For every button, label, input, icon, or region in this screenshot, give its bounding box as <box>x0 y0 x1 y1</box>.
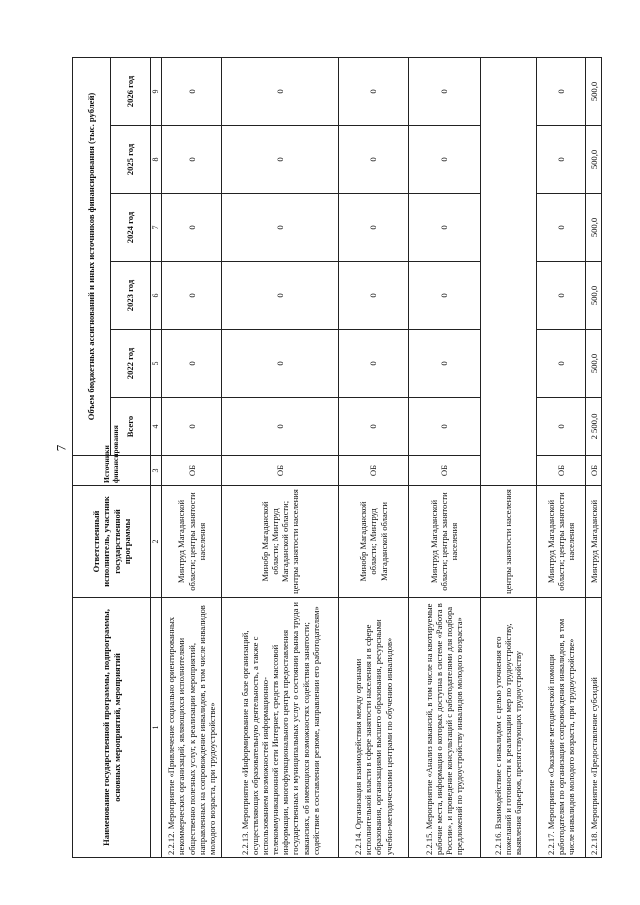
row-2023: 0 <box>222 262 339 330</box>
row-empty-span <box>480 57 536 485</box>
row-executor: Минтруд Магаданской области; центры занятости населения <box>536 486 585 598</box>
row-2026: 0 <box>408 57 480 125</box>
row-2023: 0 <box>339 262 409 330</box>
row-executor: Минтруд Магаданской области; центры занятости населения <box>162 486 222 598</box>
table-row <box>536 57 585 857</box>
table-row <box>586 57 602 857</box>
row-2024: 0 <box>536 194 585 262</box>
row-name: 2.2.18. Мероприятие «Предоставление субсидий <box>586 598 602 858</box>
row-2023: 0 <box>162 262 222 330</box>
financing-table-sheet <box>72 58 602 858</box>
row-executor: центры занятости населения <box>480 486 536 598</box>
row-executor: Минобр Магаданской области; Минтруд Магаданской области <box>339 486 409 598</box>
row-executor: Минтруд Магаданской <box>586 486 602 598</box>
table-row <box>222 57 339 857</box>
col-number: 7 <box>151 194 162 262</box>
row-executor: Минтруд Магаданской области; центры занятости населения <box>408 486 480 598</box>
row-total: 0 <box>408 398 480 456</box>
row-2022: 0 <box>339 330 409 398</box>
row-2024: 0 <box>222 194 339 262</box>
col-number: 8 <box>151 126 162 194</box>
row-2025: 0 <box>339 126 409 194</box>
table-row <box>480 57 536 857</box>
header-2022: 2022 год <box>111 330 151 398</box>
col-number: 1 <box>151 598 162 858</box>
row-name: 2.2.15. Мероприятие «Анализ вакансий, в том числе на квотируемые рабочие места, информация о которых доступна в системе «Работа в России», и проведение консультаций с работодателями для подбора предложений по трудоустройству инвалидов молодого возраста» <box>408 598 480 858</box>
table-row <box>162 57 222 857</box>
row-name: 2.2.13. Мероприятие «Информирование на базе организаций, осуществляющих образовательную деятельность, а также с использованием возможностей информационно-телекоммуникационной сети Интернет, средств массовой информации, многофункционального центра предоставления государственных и муниципальных услуг о состоянии рынка труда и вакансиях, об имеющихся возможностях содействия занятости; содействие в составлении резюме, направлении его работодателям» <box>222 598 339 858</box>
header-2024: 2024 год <box>111 194 151 262</box>
row-source: ОБ <box>222 456 339 486</box>
row-2024: 0 <box>162 194 222 262</box>
row-2025: 0 <box>162 126 222 194</box>
header-name: Наименование государственной программы, подпрограммы, основных мероприятий, мероприятий <box>73 598 151 858</box>
row-name: 2.2.16. Взаимодействие с инвалидом с целью уточнения его пожеланий и готовности к реализации мер по трудоустройству, выявления барьеров, препятствующих трудоустройству <box>480 598 536 858</box>
row-total: 0 <box>222 398 339 456</box>
row-2025: 0 <box>536 126 585 194</box>
row-source: ОБ <box>586 456 602 486</box>
row-2025: 500,0 <box>586 126 602 194</box>
header-volume: Объем бюджетных ассигнований и иных источников финансирования (тыс. рублей) <box>73 57 111 455</box>
row-name: 2.2.17. Мероприятие «Оказание методической помощи работодателям по организации сопровождения инвалидов, в том числе инвалидов молодого возраста, при трудоустройстве» <box>536 598 585 858</box>
row-source: ОБ <box>408 456 480 486</box>
row-2022: 0 <box>536 330 585 398</box>
table-row <box>408 57 480 857</box>
row-source: ОБ <box>536 456 585 486</box>
row-2026: 500,0 <box>586 57 602 125</box>
row-2025: 0 <box>408 126 480 194</box>
col-number: 5 <box>151 330 162 398</box>
row-2024: 500,0 <box>586 194 602 262</box>
row-2022: 0 <box>222 330 339 398</box>
col-number: 6 <box>151 262 162 330</box>
row-total: 0 <box>536 398 585 456</box>
row-2026: 0 <box>339 57 409 125</box>
row-2025: 0 <box>222 126 339 194</box>
col-number: 9 <box>151 57 162 125</box>
row-source: ОБ <box>339 456 409 486</box>
row-name: 2.2.12. Мероприятие «Привлечение социально ориентированных некоммерческих организаций, являющихся исполнителями общественно полезных услуг, к реализации мероприятий, направленных на сопровождение инвалидов, в том числе инвалидов молодого возраста, при трудоустройстве» <box>162 598 222 858</box>
row-source: ОБ <box>162 456 222 486</box>
row-2022: 0 <box>162 330 222 398</box>
col-number: 4 <box>151 398 162 456</box>
row-2024: 0 <box>408 194 480 262</box>
header-source: Источники финансирования <box>73 456 151 486</box>
row-2024: 0 <box>339 194 409 262</box>
header-2026: 2026 год <box>111 57 151 125</box>
row-2022: 500,0 <box>586 330 602 398</box>
header-total: Всего <box>111 398 151 456</box>
financing-table <box>72 57 602 858</box>
row-2026: 0 <box>162 57 222 125</box>
row-total: 0 <box>339 398 409 456</box>
row-name: 2.2.14. Организация взаимодействия между органами исполнительной власти в сфере занятости населения и в сфере образования, организациями высшего образования, ресурсными учебно-методическими центрами по обучению инвалидов» <box>339 598 409 858</box>
row-2023: 0 <box>536 262 585 330</box>
col-number: 2 <box>151 486 162 598</box>
row-2023: 500,0 <box>586 262 602 330</box>
column-number-row <box>151 57 162 857</box>
header-2023: 2023 год <box>111 262 151 330</box>
row-2022: 0 <box>408 330 480 398</box>
col-number: 3 <box>151 456 162 486</box>
row-2023: 0 <box>408 262 480 330</box>
row-2026: 0 <box>536 57 585 125</box>
row-2026: 0 <box>222 57 339 125</box>
table-row <box>339 57 409 857</box>
row-total: 0 <box>162 398 222 456</box>
row-total: 2 500,0 <box>586 398 602 456</box>
row-executor: Минобр Магаданской области; Минтруд Магаданской области; центры занятости населения <box>222 486 339 598</box>
header-2025: 2025 год <box>111 126 151 194</box>
page-number: 7 <box>53 444 69 452</box>
header-executor: Ответственный исполнитель, участник государственной программы <box>73 486 151 598</box>
